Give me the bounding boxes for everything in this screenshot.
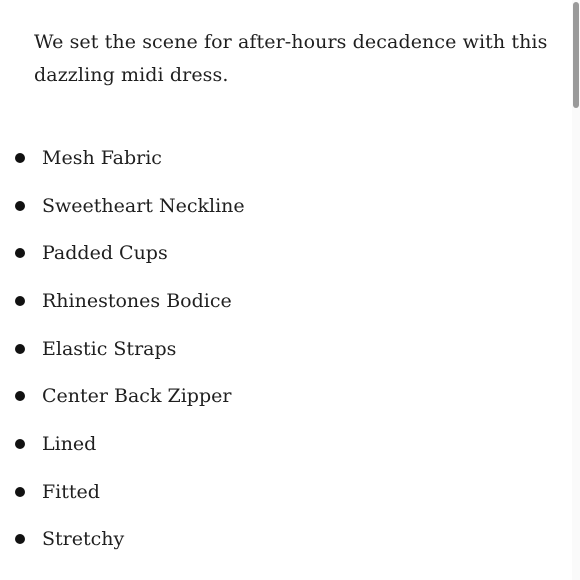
- feature-item: [15, 420, 245, 468]
- bullet-dot-icon: [15, 487, 25, 497]
- feature-item: [15, 134, 245, 182]
- bullet-dot-icon: [15, 391, 25, 401]
- feature-item: [15, 325, 245, 373]
- feature-list: [15, 134, 245, 563]
- feature-label: Stretchy: [42, 528, 125, 551]
- feature-item: [15, 468, 245, 516]
- feature-label: Elastic Straps: [42, 337, 177, 360]
- feature-label: Padded Cups: [42, 242, 168, 265]
- product-description: [34, 26, 554, 92]
- vertical-scrollbar[interactable]: [572, 0, 580, 580]
- feature-label: Rhinestones Bodice: [42, 289, 232, 312]
- bullet-dot-icon: [15, 201, 25, 211]
- scrollbar-thumb[interactable]: [573, 2, 579, 108]
- feature-item: [15, 229, 245, 277]
- bullet-dot-icon: [15, 153, 25, 163]
- feature-item: [15, 516, 245, 564]
- feature-item: [15, 372, 245, 420]
- feature-label: Mesh Fabric: [42, 146, 162, 169]
- bullet-dot-icon: [15, 248, 25, 258]
- bullet-dot-icon: [15, 344, 25, 354]
- bullet-dot-icon: [15, 296, 25, 306]
- feature-item: [15, 182, 245, 230]
- feature-label: Lined: [42, 432, 97, 455]
- bullet-dot-icon: [15, 534, 25, 544]
- bullet-dot-icon: [15, 439, 25, 449]
- feature-item: [15, 277, 245, 325]
- feature-label: Sweetheart Neckline: [42, 194, 245, 217]
- feature-label: Center Back Zipper: [42, 385, 232, 408]
- feature-label: Fitted: [42, 480, 100, 503]
- description-intro: We set the scene for after-hours decadence with this dazzling midi dress.: [34, 31, 548, 86]
